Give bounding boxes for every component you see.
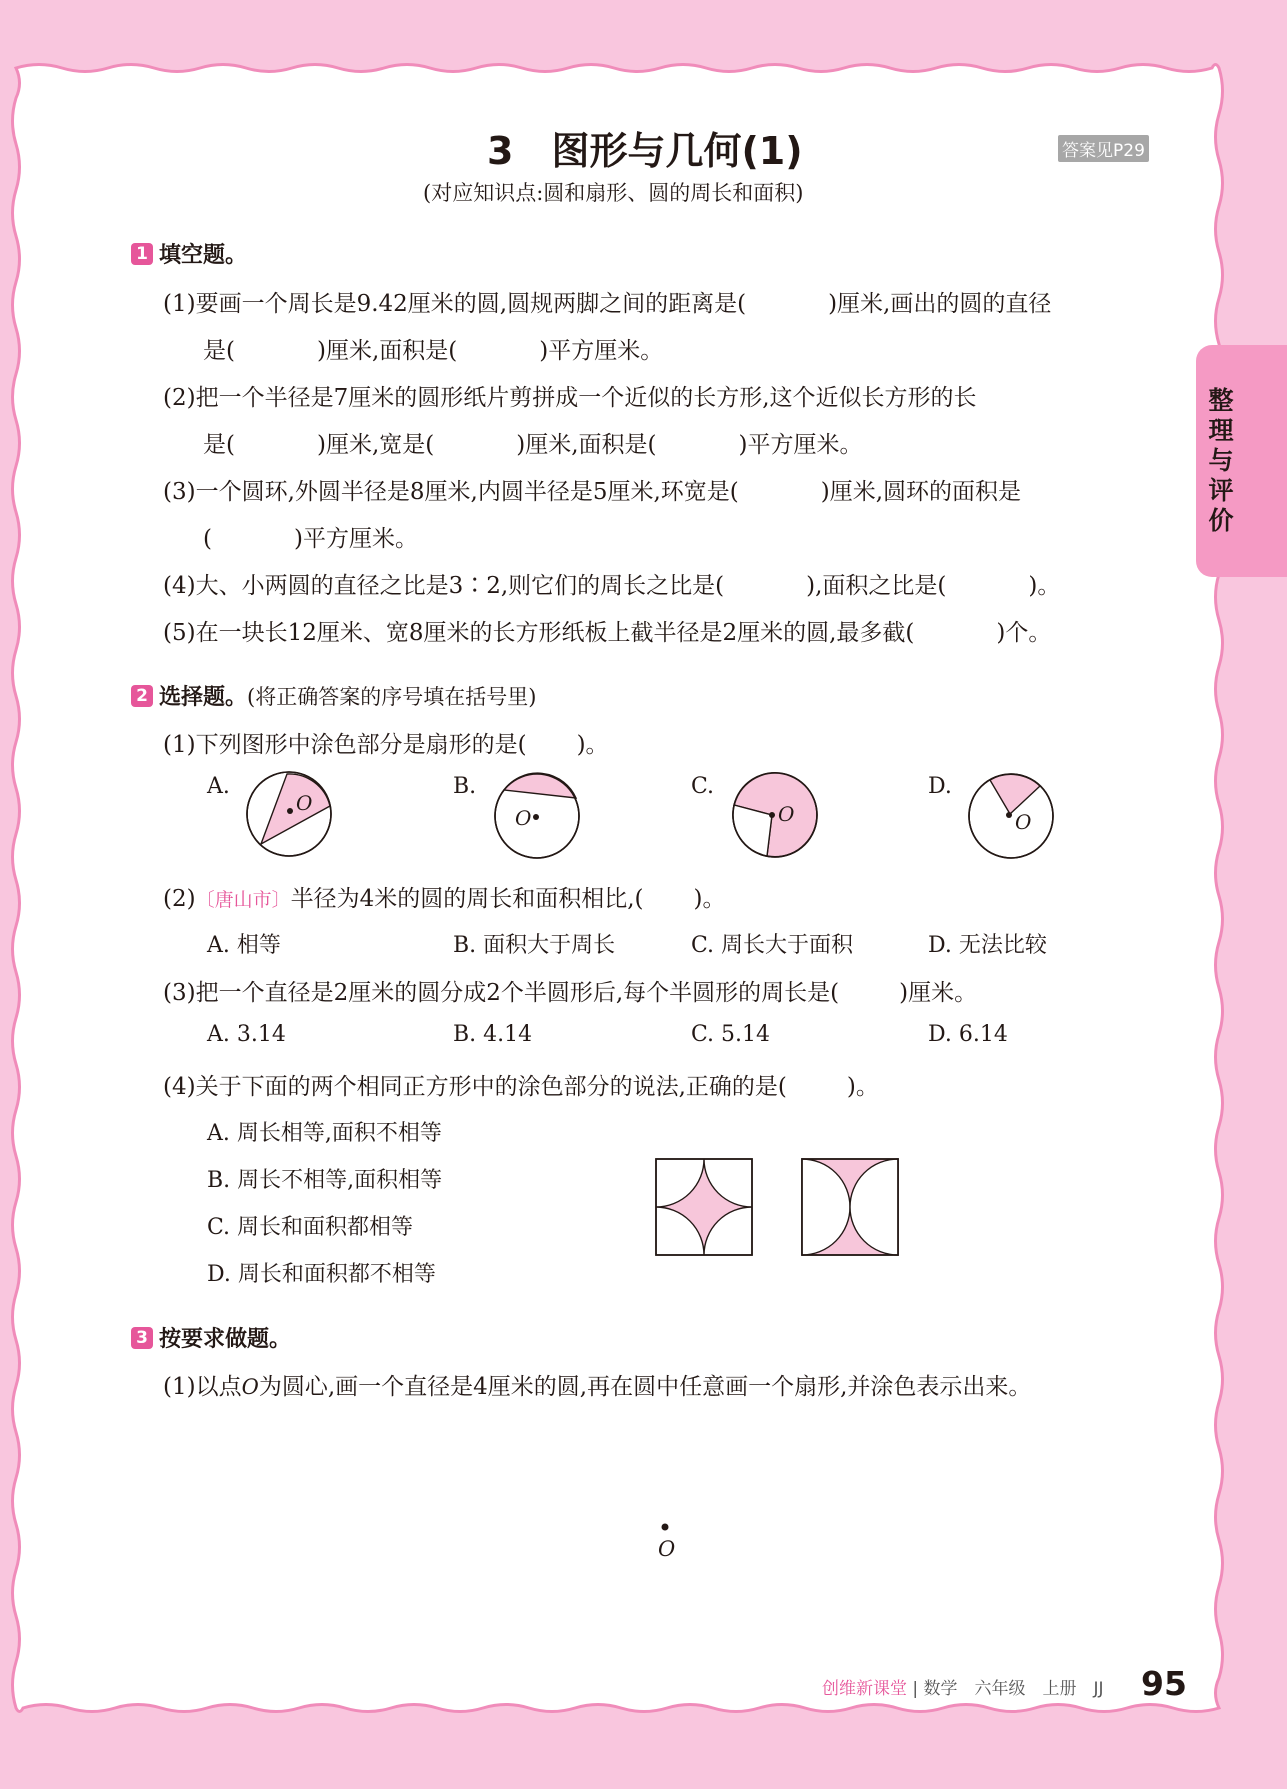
option-c-figure[interactable]	[726, 768, 826, 860]
region-tag: 〔唐山市〕	[195, 889, 291, 911]
question-2-2	[163, 880, 726, 913]
answer-reference-badge: 答案见P29	[1058, 135, 1149, 162]
option-d-label: D.	[928, 774, 952, 799]
section-title: 填空题。	[159, 243, 248, 268]
q4-option-b[interactable]: B. 周长不相等,面积相等	[207, 1168, 443, 1193]
question-2-3	[163, 974, 977, 1007]
question-text: )厘米,面积是(	[316, 338, 458, 364]
side-tab-label: 整理与评价	[1208, 386, 1234, 535]
question-text: )平方厘米。	[738, 432, 863, 458]
square-figure-2	[801, 1158, 899, 1256]
question-text: )厘米,画出的圆的直径	[828, 291, 1052, 317]
q4-option-a[interactable]: A. 周长相等,面积不相等	[207, 1121, 442, 1146]
q3-option-c[interactable]: C. 5.14	[691, 1022, 771, 1047]
question-text: )平方厘米。	[539, 338, 664, 364]
brand-name: 创维新课堂	[822, 1679, 907, 1699]
question-text: )个。	[996, 620, 1052, 646]
question-text: )。	[576, 732, 609, 758]
option-a-figure[interactable]	[240, 768, 340, 860]
option-b-label: B.	[453, 774, 477, 799]
question-text: (3)把一个直径是2厘米的圆分成2个半圆形后,每个半圆形的周长是(	[163, 980, 840, 1006]
section-2-heading	[131, 680, 536, 711]
q4-option-c[interactable]: C. 周长和面积都相等	[207, 1215, 414, 1240]
option-a-label: A.	[207, 774, 230, 799]
center-label-o: O	[778, 802, 795, 826]
q2-option-a[interactable]: A. 相等	[207, 933, 281, 958]
question-number: (2)	[163, 886, 196, 912]
q2-option-d[interactable]: D. 无法比较	[928, 933, 1047, 958]
question-text: )。	[1028, 573, 1061, 599]
option-c-label: C.	[691, 774, 715, 799]
question-3-1	[163, 1368, 1031, 1401]
q2-option-c[interactable]: C. 周长大于面积	[691, 933, 854, 958]
option-d-figure[interactable]	[962, 768, 1062, 860]
center-point-label: O	[658, 1537, 676, 1561]
question-1-5	[163, 614, 1051, 647]
page-title: 3 图形与几何(1)	[487, 129, 803, 173]
point-name: O	[241, 1375, 259, 1399]
question-text: 半径为4米的圆的周长和面积相比,(	[290, 886, 644, 912]
question-text: )厘米,圆环的面积是	[820, 479, 1022, 505]
question-text: (1)要画一个周长是9.42厘米的圆,圆规两脚之间的距离是(	[163, 291, 747, 317]
question-text: )平方厘米。	[293, 526, 418, 552]
center-label-o: O	[1015, 810, 1032, 834]
question-2-4	[163, 1068, 879, 1101]
question-text: )厘米。	[899, 980, 978, 1006]
option-b-figure[interactable]	[488, 768, 588, 860]
section-title: 选择题。	[159, 685, 248, 710]
question-1-2-line-1	[163, 379, 977, 412]
question-1-2-line-2	[203, 426, 863, 459]
question-1-3-line-2	[203, 520, 418, 553]
footer-divider: |	[907, 1679, 924, 1699]
question-text: ),面积之比是(	[806, 573, 947, 599]
question-text: 是(	[203, 432, 235, 458]
question-text: )。	[693, 886, 726, 912]
question-1-1-line-1	[163, 285, 1051, 318]
section-number-badge: 2	[131, 685, 153, 707]
question-text: )厘米,面积是(	[516, 432, 657, 458]
question-text: (5)在一块长12厘米、宽8厘米的长方形纸板上截半径是2厘米的圆,最多截(	[163, 620, 915, 646]
question-1-4	[163, 567, 1060, 600]
question-text: (2)把一个半径是7厘米的圆形纸片剪拼成一个近似的长方形,这个近似长方形的长	[163, 385, 977, 411]
q3-option-a[interactable]: A. 3.14	[207, 1022, 286, 1047]
q3-option-d[interactable]: D. 6.14	[928, 1022, 1008, 1047]
center-label-o: O	[296, 791, 313, 815]
question-text: (3)一个圆环,外圆半径是8厘米,内圆半径是5厘米,环宽是(	[163, 479, 739, 505]
section-1-heading	[131, 238, 247, 269]
square-figure-1	[655, 1158, 753, 1256]
center-label-o: O	[515, 806, 532, 830]
question-text: 是(	[203, 338, 235, 364]
question-2-1	[163, 726, 609, 759]
section-3-heading	[131, 1322, 291, 1353]
question-1-1-line-2	[203, 332, 663, 365]
q4-option-d[interactable]: D. 周长和面积都不相等	[207, 1262, 436, 1287]
question-text: )厘米,宽是(	[316, 432, 435, 458]
section-number-badge: 3	[131, 1327, 153, 1349]
section-title: 按要求做题。	[159, 1327, 292, 1352]
q3-option-b[interactable]: B. 4.14	[453, 1022, 533, 1047]
question-text: 为圆心,画一个直径是4厘米的圆,再在圆中任意画一个扇形,并涂色表示出来。	[258, 1374, 1032, 1400]
page-number: 95	[1141, 1664, 1187, 1703]
section-number-badge: 1	[131, 243, 153, 265]
question-text: (	[203, 526, 212, 552]
question-text: (1)以点	[163, 1374, 242, 1400]
footer	[822, 1674, 1104, 1699]
question-text: (1)下列图形中涂色部分是扇形的是(	[163, 732, 527, 758]
book-info: 数学 六年级 上册 JJ	[923, 1679, 1104, 1699]
section-instruction: (将正确答案的序号填在括号里)	[247, 684, 537, 709]
question-1-3-line-1	[163, 473, 1021, 506]
question-text: )。	[846, 1074, 879, 1100]
question-text: (4)大、小两圆的直径之比是3∶2,则它们的周长之比是(	[163, 573, 725, 599]
q2-option-b[interactable]: B. 面积大于周长	[453, 933, 616, 958]
question-text: (4)关于下面的两个相同正方形中的涂色部分的说法,正确的是(	[163, 1074, 787, 1100]
page-subtitle: (对应知识点:圆和扇形、圆的周长和面积)	[423, 181, 804, 205]
